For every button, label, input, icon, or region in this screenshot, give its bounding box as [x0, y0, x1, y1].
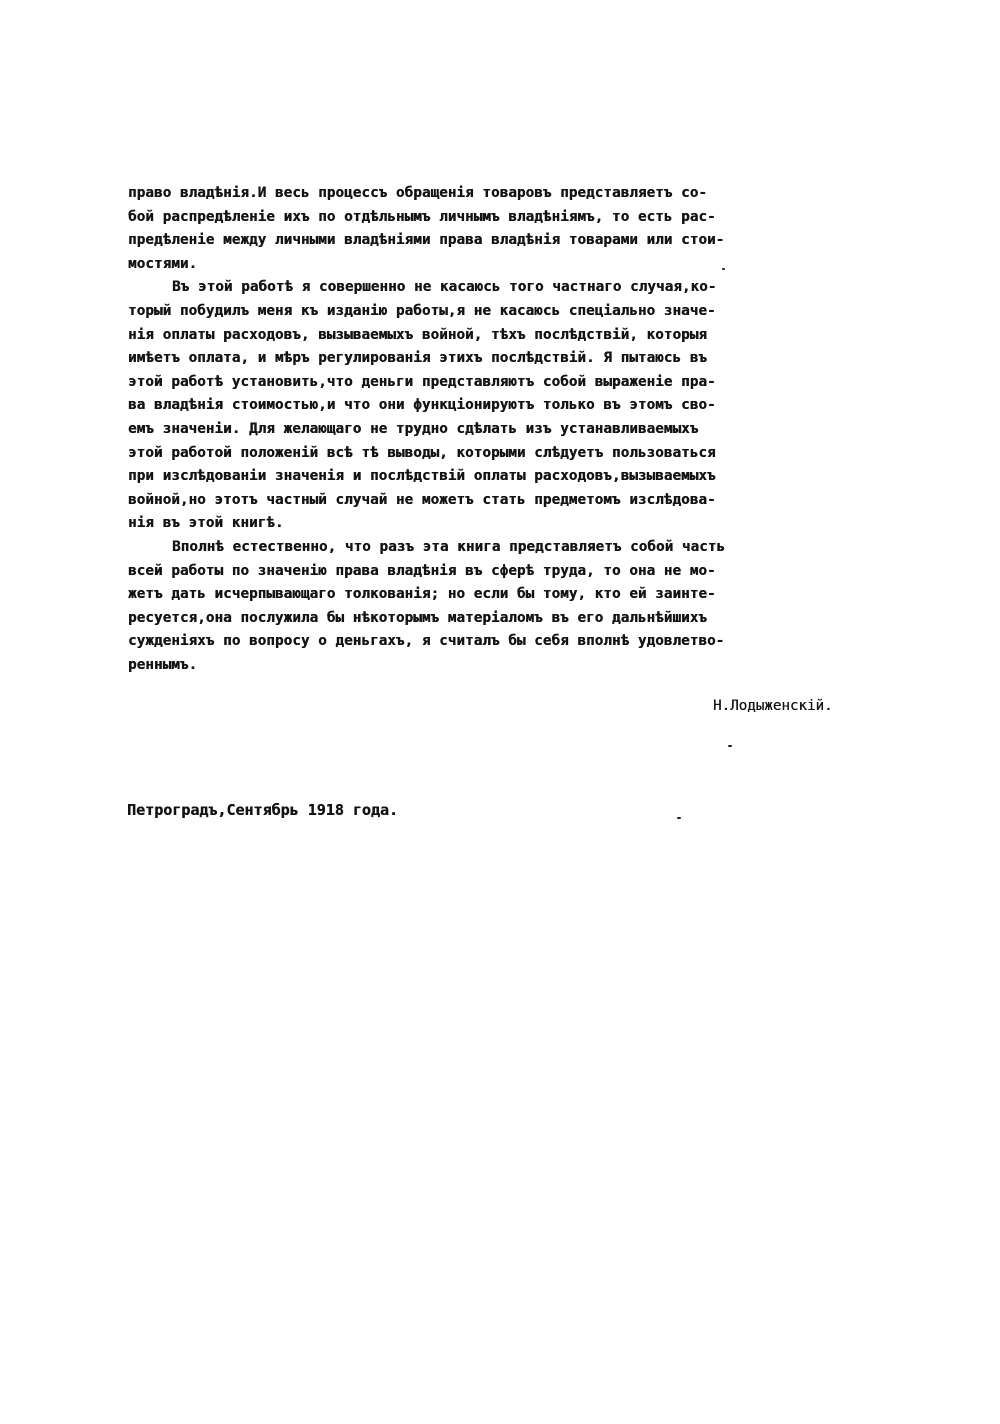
text-line: предѣленіе между личными владѣніями права владѣнія товарами или стои-: [128, 232, 725, 249]
scan-speck: [728, 745, 732, 747]
body-text: [128, 182, 873, 677]
text-line: емъ значеніи. Для желающаго не трудно сдѣлать изъ устанавливаемыхъ: [128, 420, 699, 437]
author-signature: Н.Лодыженскій.: [713, 698, 833, 714]
text-line: нія въ этой книгѣ.: [128, 515, 284, 532]
text-line: нія оплаты расходовъ, вызываемыхъ войной, тѣхъ послѣдствій, которыя: [128, 326, 707, 343]
text-line: жетъ дать исчерпывающаго толкованія; но если бы тому, кто ей заинте-: [128, 586, 716, 603]
text-line: торый побудилъ меня къ изданію работы,я не касаюсь спеціально значе-: [128, 302, 716, 319]
text-line: имѣетъ оплата, и мѣръ регулированія этихъ послѣдствій. Я пытаюсь въ: [128, 350, 707, 367]
text-line: сужденіяхъ по вопросу о деньгахъ, я считалъ бы себя вполнѣ удовлетво-: [128, 633, 725, 650]
scan-speck: [677, 817, 681, 819]
text-line: ресуется,она послужила бы нѣкоторымъ матеріаломъ въ его дальнѣйшихъ: [128, 609, 707, 626]
text-line: при изслѣдованіи значенія и послѣдствій оплаты расходовъ,вызываемыхъ: [128, 468, 716, 485]
place-date-line: Петроградъ,Сентябрь 1918 года.: [127, 801, 398, 819]
text-line: Въ этой работѣ я совершенно не касаюсь того частнаго случая,ко-: [172, 279, 717, 296]
text-line: ва владѣнія стоимостью,и что они функціонируютъ только въ этомъ сво-: [128, 397, 716, 414]
text-line: войной,но этотъ частный случай не можетъ стать предметомъ изслѣдова-: [128, 491, 716, 508]
text-line: право владѣнія.И весь процессъ обращенія товаровъ представляетъ со-: [128, 185, 707, 201]
scan-speck: [722, 268, 725, 270]
text-line: мостями.: [128, 255, 198, 272]
text-line: Вполнѣ естественно, что разъ эта книга представляетъ собой часть: [172, 538, 726, 555]
text-line: этой работой положеній всѣ тѣ выводы, которыми слѣдуетъ пользоваться: [128, 444, 716, 461]
text-line: всей работы по значенію права владѣнія въ сферѣ труда, то она не мо-: [128, 562, 716, 579]
text-line: этой работѣ установить,что деньги представляютъ собой выраженіе пра-: [128, 373, 716, 390]
text-line: реннымъ.: [128, 656, 198, 673]
text-line: бой распредѣленіе ихъ по отдѣльнымъ личнымъ владѣніямъ, то есть рас-: [128, 208, 716, 225]
